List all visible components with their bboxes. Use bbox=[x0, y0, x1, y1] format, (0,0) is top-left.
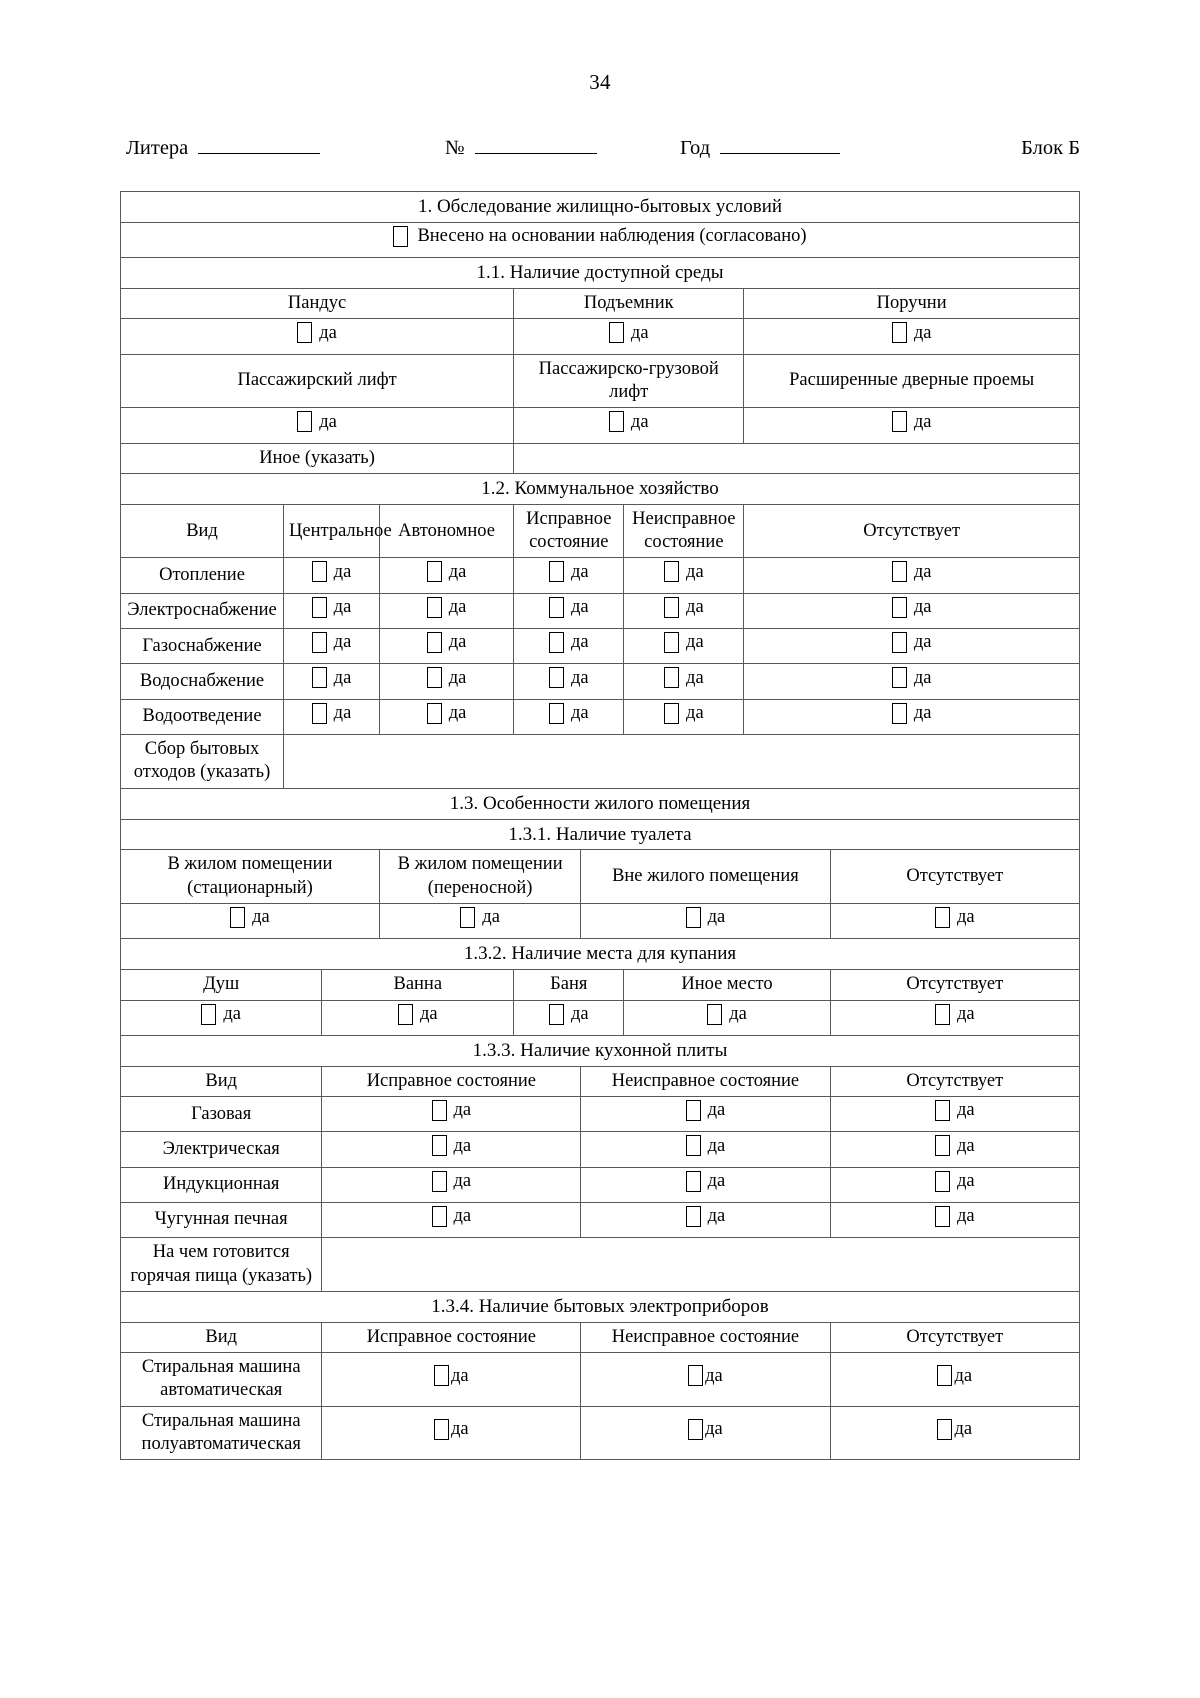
row-label-electricity: Электроснабжение bbox=[121, 593, 284, 628]
yes-label: да bbox=[448, 667, 467, 688]
col-header-broken: Неисправное состояние bbox=[624, 504, 744, 558]
table-row bbox=[121, 192, 1080, 223]
table-row bbox=[121, 1097, 1080, 1132]
table-row bbox=[121, 1035, 1080, 1066]
observation-note-cell bbox=[121, 222, 1080, 257]
heating-autonomous-checkbox[interactable] bbox=[427, 561, 442, 582]
cell-banya-yes bbox=[514, 1000, 624, 1035]
cell-stove-induction-working bbox=[322, 1167, 581, 1202]
col-header-stove-working: Исправное состояние bbox=[322, 1066, 581, 1096]
washer-automatic-absent-checkbox[interactable] bbox=[937, 1365, 952, 1386]
cell-gas-working bbox=[514, 629, 624, 664]
passenger-lift-checkbox[interactable] bbox=[297, 411, 312, 432]
yes-label: да bbox=[630, 411, 649, 432]
cell-gas-broken bbox=[624, 629, 744, 664]
col-header-vid: Вид bbox=[121, 504, 284, 558]
cell-washer-automatic-working bbox=[322, 1353, 581, 1407]
table-row bbox=[121, 1000, 1080, 1035]
yes-label: да bbox=[570, 1003, 589, 1024]
yes-label: да bbox=[956, 907, 975, 928]
form-header-line bbox=[120, 137, 1080, 171]
table-row bbox=[121, 443, 1080, 473]
cell-water-supply-autonomous bbox=[379, 664, 513, 699]
passenger-cargo-lift-checkbox[interactable] bbox=[609, 411, 624, 432]
year-label: Год bbox=[680, 137, 711, 159]
col-header-autonomous: Автономное bbox=[379, 504, 513, 558]
col-header-appliance-working: Исправное состояние bbox=[322, 1322, 581, 1352]
washer-automatic-working-checkbox[interactable] bbox=[434, 1365, 449, 1386]
yes-label: да bbox=[686, 632, 704, 653]
table-row bbox=[121, 1291, 1080, 1322]
cell-stove-gas-broken bbox=[581, 1097, 830, 1132]
header-passenger-lift: Пассажирский лифт bbox=[121, 354, 514, 408]
cell-stove-gas-working bbox=[322, 1097, 581, 1132]
yes-label: да bbox=[419, 1003, 438, 1024]
yes-label: да bbox=[223, 1003, 241, 1024]
yes-label: да bbox=[956, 1206, 975, 1227]
gas-absent-checkbox[interactable] bbox=[892, 632, 907, 653]
yes-label: да bbox=[707, 907, 726, 928]
cell-toilet-indoor-portable-yes bbox=[379, 904, 580, 939]
sewerage-working-checkbox[interactable] bbox=[549, 703, 564, 724]
section-1-3-2-title: 1.3.2. Наличие места для купания bbox=[121, 939, 1080, 970]
cell-wide-doorways-yes bbox=[744, 408, 1080, 443]
electricity-broken-checkbox[interactable] bbox=[664, 597, 679, 618]
table-row bbox=[121, 1322, 1080, 1352]
pandus-checkbox[interactable] bbox=[297, 322, 312, 343]
yes-label: да bbox=[956, 1003, 975, 1024]
litera-input-line[interactable] bbox=[198, 137, 320, 154]
cell-podyemnik-yes bbox=[514, 319, 744, 354]
cell-poruchni-yes bbox=[744, 319, 1080, 354]
yes-label: да bbox=[913, 322, 932, 343]
bathing-absent-checkbox[interactable] bbox=[935, 1004, 950, 1025]
stove-gas-working-checkbox[interactable] bbox=[432, 1100, 447, 1121]
cell-gas-autonomous bbox=[379, 629, 513, 664]
stove-gas-absent-checkbox[interactable] bbox=[935, 1100, 950, 1121]
label-cooking-method: На чем готовится горячая пища (указать) bbox=[121, 1238, 322, 1292]
cell-stove-induction-broken bbox=[581, 1167, 830, 1202]
cell-stove-electric-working bbox=[322, 1132, 581, 1167]
yes-label: да bbox=[570, 632, 589, 653]
section-1-1-title: 1.1. Наличие доступной среды bbox=[121, 258, 1080, 289]
stove-cast-iron-working-checkbox[interactable] bbox=[432, 1206, 447, 1227]
yes-label: да bbox=[448, 632, 467, 653]
yes-label: да bbox=[333, 667, 352, 688]
table-row bbox=[121, 558, 1080, 593]
yes-label: да bbox=[453, 1170, 472, 1191]
cell-stove-cast-iron-absent bbox=[830, 1202, 1079, 1237]
cell-electricity-broken bbox=[624, 593, 744, 628]
cell-shower-yes bbox=[121, 1000, 322, 1035]
section-1-3-3-title: 1.3.3. Наличие кухонной плиты bbox=[121, 1035, 1080, 1066]
cell-stove-induction-absent bbox=[830, 1167, 1079, 1202]
yes-label: да bbox=[570, 597, 589, 618]
table-row bbox=[121, 819, 1080, 850]
cell-water-supply-broken bbox=[624, 664, 744, 699]
section-1-3-4-title: 1.3.4. Наличие бытовых электроприборов bbox=[121, 1291, 1080, 1322]
col-header-appliance-broken: Неисправное состояние bbox=[581, 1322, 830, 1352]
sewerage-absent-checkbox[interactable] bbox=[892, 703, 907, 724]
cell-sewerage-central bbox=[284, 699, 380, 734]
yes-label: да bbox=[630, 322, 649, 343]
yes-label: да bbox=[707, 1170, 726, 1191]
yes-label: да bbox=[570, 702, 589, 723]
stove-induction-absent-checkbox[interactable] bbox=[935, 1171, 950, 1192]
yes-label: да bbox=[570, 667, 589, 688]
table-row bbox=[121, 504, 1080, 558]
header-wide-doorways: Расширенные дверные проемы bbox=[744, 354, 1080, 408]
cell-electricity-central bbox=[284, 593, 380, 628]
toilet-indoor-portable-checkbox[interactable] bbox=[460, 907, 475, 928]
col-header-central: Центральное bbox=[284, 504, 380, 558]
header-toilet-indoor-portable: В жилом помещении (переносной) bbox=[379, 850, 580, 904]
cell-electricity-working bbox=[514, 593, 624, 628]
electricity-central-checkbox[interactable] bbox=[312, 597, 327, 618]
cell-sewerage-working bbox=[514, 699, 624, 734]
col-header-appliance-vid: Вид bbox=[121, 1322, 322, 1352]
table-row bbox=[121, 850, 1080, 904]
cell-heating-autonomous bbox=[379, 558, 513, 593]
cell-water-supply-absent bbox=[744, 664, 1080, 699]
cell-washer-automatic-broken bbox=[581, 1353, 830, 1407]
washer-semiautomatic-absent-checkbox[interactable] bbox=[937, 1419, 952, 1440]
yes-label: да bbox=[319, 322, 337, 343]
table-row bbox=[121, 970, 1080, 1000]
poruchni-checkbox[interactable] bbox=[892, 322, 907, 343]
washer-semiautomatic-working-checkbox[interactable] bbox=[434, 1419, 449, 1440]
table-row bbox=[121, 939, 1080, 970]
toilet-absent-checkbox[interactable] bbox=[935, 907, 950, 928]
table-row bbox=[121, 319, 1080, 354]
heating-working-checkbox[interactable] bbox=[549, 561, 564, 582]
header-pandus: Пандус bbox=[121, 289, 514, 319]
yes-label: да bbox=[333, 632, 352, 653]
yes-label: да bbox=[333, 597, 352, 618]
section-1-3-title: 1.3. Особенности жилого помещения bbox=[121, 788, 1080, 819]
yes-label: да bbox=[913, 667, 932, 688]
cell-sewerage-broken bbox=[624, 699, 744, 734]
stove-electric-working-checkbox[interactable] bbox=[432, 1135, 447, 1156]
other-place-checkbox[interactable] bbox=[707, 1004, 722, 1025]
shower-checkbox[interactable] bbox=[201, 1004, 216, 1025]
yes-label: да bbox=[333, 561, 352, 582]
wide-doorways-checkbox[interactable] bbox=[892, 411, 907, 432]
banya-checkbox[interactable] bbox=[549, 1004, 564, 1025]
toilet-indoor-fixed-checkbox[interactable] bbox=[230, 907, 245, 928]
header-podyemnik: Подъемник bbox=[514, 289, 744, 319]
header-bath: Ванна bbox=[322, 970, 514, 1000]
cell-electricity-absent bbox=[744, 593, 1080, 628]
year-field-group bbox=[680, 137, 840, 160]
yes-label: да bbox=[913, 561, 932, 582]
washer-semiautomatic-broken-checkbox[interactable] bbox=[688, 1419, 703, 1440]
cell-electricity-autonomous bbox=[379, 593, 513, 628]
litera-label: Литера bbox=[126, 137, 189, 159]
cell-toilet-indoor-fixed-yes bbox=[121, 904, 380, 939]
table-row bbox=[121, 473, 1080, 504]
table-row bbox=[121, 1353, 1080, 1407]
yes-label: да bbox=[705, 1365, 723, 1386]
block-label-group bbox=[1021, 137, 1080, 160]
yes-label: да bbox=[453, 1135, 472, 1156]
yes-label: да bbox=[448, 561, 467, 582]
cell-heating-central bbox=[284, 558, 380, 593]
col-header-working: Исправное состояние bbox=[514, 504, 624, 558]
cell-passenger-lift-yes bbox=[121, 408, 514, 443]
cell-stove-electric-absent bbox=[830, 1132, 1079, 1167]
yes-label: да bbox=[319, 411, 337, 432]
number-field-group bbox=[445, 137, 597, 160]
table-row bbox=[121, 788, 1080, 819]
yes-label: да bbox=[956, 1135, 975, 1156]
heating-central-checkbox[interactable] bbox=[312, 561, 327, 582]
yes-label: да bbox=[451, 1419, 469, 1440]
yes-label: да bbox=[482, 907, 500, 928]
cell-washer-automatic-absent bbox=[830, 1353, 1079, 1407]
sewerage-broken-checkbox[interactable] bbox=[664, 703, 679, 724]
table-row bbox=[121, 664, 1080, 699]
water-supply-absent-checkbox[interactable] bbox=[892, 667, 907, 688]
table-row bbox=[121, 1132, 1080, 1167]
col-header-stove-broken: Неисправное состояние bbox=[581, 1066, 830, 1096]
stove-cast-iron-broken-checkbox[interactable] bbox=[686, 1206, 701, 1227]
table-row bbox=[121, 734, 1080, 788]
yes-label: да bbox=[707, 1135, 726, 1156]
table-row bbox=[121, 1167, 1080, 1202]
section-1-3-1-title: 1.3.1. Наличие туалета bbox=[121, 819, 1080, 850]
cell-toilet-absent-yes bbox=[830, 904, 1079, 939]
header-bathing-absent: Отсутствует bbox=[830, 970, 1079, 1000]
row-label-sewerage: Водоотведение bbox=[121, 699, 284, 734]
table-row bbox=[121, 1238, 1080, 1292]
header-toilet-indoor-fixed: В жилом помещении (стационарный) bbox=[121, 850, 380, 904]
gas-central-checkbox[interactable] bbox=[312, 632, 327, 653]
table-row bbox=[121, 222, 1080, 257]
input-waste-collection[interactable] bbox=[284, 734, 1080, 788]
row-label-heating: Отопление bbox=[121, 558, 284, 593]
stove-induction-broken-checkbox[interactable] bbox=[686, 1171, 701, 1192]
year-input-line[interactable] bbox=[720, 137, 840, 154]
stove-induction-working-checkbox[interactable] bbox=[432, 1171, 447, 1192]
cell-washer-semiautomatic-working bbox=[322, 1406, 581, 1460]
cell-heating-broken bbox=[624, 558, 744, 593]
litera-field-group bbox=[126, 137, 320, 160]
cell-gas-absent bbox=[744, 629, 1080, 664]
row-label-stove-electric: Электрическая bbox=[121, 1132, 322, 1167]
gas-working-checkbox[interactable] bbox=[549, 632, 564, 653]
table-row bbox=[121, 1202, 1080, 1237]
water-supply-autonomous-checkbox[interactable] bbox=[427, 667, 442, 688]
cell-stove-electric-broken bbox=[581, 1132, 830, 1167]
yes-label: да bbox=[729, 1003, 747, 1024]
water-supply-working-checkbox[interactable] bbox=[549, 667, 564, 688]
cell-washer-semiautomatic-broken bbox=[581, 1406, 830, 1460]
col-header-appliance-absent: Отсутствует bbox=[830, 1322, 1079, 1352]
table-row bbox=[121, 593, 1080, 628]
podyemnik-checkbox[interactable] bbox=[609, 322, 624, 343]
row-label-gas: Газоснабжение bbox=[121, 629, 284, 664]
row-label-stove-gas: Газовая bbox=[121, 1097, 322, 1132]
form-title: 1. Обследование жилищно-бытовых условий bbox=[121, 192, 1080, 223]
sewerage-central-checkbox[interactable] bbox=[312, 703, 327, 724]
observation-checkbox[interactable] bbox=[393, 226, 408, 247]
table-row bbox=[121, 354, 1080, 408]
table-row bbox=[121, 1406, 1080, 1460]
yes-label: да bbox=[954, 1419, 973, 1440]
label-other-accessibility: Иное (указать) bbox=[121, 443, 514, 473]
stove-cast-iron-absent-checkbox[interactable] bbox=[935, 1206, 950, 1227]
number-input-line[interactable] bbox=[475, 137, 597, 154]
stove-electric-absent-checkbox[interactable] bbox=[935, 1135, 950, 1156]
header-passenger-cargo-lift: Пассажирско-грузовой лифт bbox=[514, 354, 744, 408]
yes-label: да bbox=[453, 1100, 472, 1121]
header-toilet-outdoor: Вне жилого помещения bbox=[581, 850, 830, 904]
table-row bbox=[121, 904, 1080, 939]
observation-note-label: Внесено на основании наблюдения (согласовано) bbox=[417, 226, 807, 247]
row-label-stove-cast-iron: Чугунная печная bbox=[121, 1202, 322, 1237]
row-label-washer-automatic: Стиральная машина автоматическая bbox=[121, 1353, 322, 1407]
header-toilet-absent: Отсутствует bbox=[830, 850, 1079, 904]
heating-absent-checkbox[interactable] bbox=[892, 561, 907, 582]
washer-automatic-broken-checkbox[interactable] bbox=[688, 1365, 703, 1386]
yes-label: да bbox=[686, 561, 704, 582]
heating-broken-checkbox[interactable] bbox=[664, 561, 679, 582]
cell-water-supply-working bbox=[514, 664, 624, 699]
cell-heating-working bbox=[514, 558, 624, 593]
yes-label: да bbox=[705, 1419, 723, 1440]
electricity-autonomous-checkbox[interactable] bbox=[427, 597, 442, 618]
col-header-stove-absent: Отсутствует bbox=[830, 1066, 1079, 1096]
page-number: 34 bbox=[589, 70, 611, 94]
yes-label: да bbox=[252, 907, 270, 928]
yes-label: да bbox=[956, 1100, 975, 1121]
table-row bbox=[121, 699, 1080, 734]
col-header-absent: Отсутствует bbox=[744, 504, 1080, 558]
yes-label: да bbox=[913, 597, 932, 618]
yes-label: да bbox=[686, 597, 704, 618]
number-label: № bbox=[445, 137, 465, 159]
yes-label: да bbox=[686, 667, 704, 688]
yes-label: да bbox=[448, 702, 467, 723]
yes-label: да bbox=[707, 1100, 726, 1121]
col-header-stove-vid: Вид bbox=[121, 1066, 322, 1096]
stove-gas-broken-checkbox[interactable] bbox=[686, 1100, 701, 1121]
header-other-place: Иное место bbox=[624, 970, 830, 1000]
row-label-water-supply: Водоснабжение bbox=[121, 664, 284, 699]
survey-form-table bbox=[120, 191, 1080, 1460]
stove-electric-broken-checkbox[interactable] bbox=[686, 1135, 701, 1156]
yes-label: да bbox=[451, 1365, 469, 1386]
cell-water-supply-central bbox=[284, 664, 380, 699]
electricity-absent-checkbox[interactable] bbox=[892, 597, 907, 618]
toilet-outdoor-checkbox[interactable] bbox=[686, 907, 701, 928]
section-1-2-title: 1.2. Коммунальное хозяйство bbox=[121, 473, 1080, 504]
cell-sewerage-absent bbox=[744, 699, 1080, 734]
cell-stove-cast-iron-broken bbox=[581, 1202, 830, 1237]
cell-passenger-cargo-lift-yes bbox=[514, 408, 744, 443]
yes-label: да bbox=[333, 702, 352, 723]
cell-stove-cast-iron-working bbox=[322, 1202, 581, 1237]
cell-toilet-outdoor-yes bbox=[581, 904, 830, 939]
water-supply-broken-checkbox[interactable] bbox=[664, 667, 679, 688]
yes-label: да bbox=[913, 702, 932, 723]
cell-sewerage-autonomous bbox=[379, 699, 513, 734]
yes-label: да bbox=[570, 561, 589, 582]
cell-other-place-yes bbox=[624, 1000, 830, 1035]
yes-label: да bbox=[453, 1206, 472, 1227]
yes-label: да bbox=[913, 411, 932, 432]
yes-label: да bbox=[707, 1206, 726, 1227]
table-row bbox=[121, 629, 1080, 664]
yes-label: да bbox=[448, 597, 467, 618]
cell-bath-yes bbox=[322, 1000, 514, 1035]
sewerage-autonomous-checkbox[interactable] bbox=[427, 703, 442, 724]
cell-washer-semiautomatic-absent bbox=[830, 1406, 1079, 1460]
table-row bbox=[121, 408, 1080, 443]
bath-checkbox[interactable] bbox=[398, 1004, 413, 1025]
header-shower: Душ bbox=[121, 970, 322, 1000]
row-label-washer-semiautomatic: Стиральная машина полуавтоматическая bbox=[121, 1406, 322, 1460]
cell-bathing-absent-yes bbox=[830, 1000, 1079, 1035]
label-waste-collection: Сбор бытовых отходов (указать) bbox=[121, 734, 284, 788]
cell-stove-gas-absent bbox=[830, 1097, 1079, 1132]
header-poruchni: Поручни bbox=[744, 289, 1080, 319]
table-row bbox=[121, 258, 1080, 289]
input-cooking-method[interactable] bbox=[322, 1238, 1080, 1292]
electricity-working-checkbox[interactable] bbox=[549, 597, 564, 618]
yes-label: да bbox=[913, 632, 932, 653]
table-row bbox=[121, 289, 1080, 319]
gas-broken-checkbox[interactable] bbox=[664, 632, 679, 653]
cell-gas-central bbox=[284, 629, 380, 664]
input-other-accessibility[interactable] bbox=[514, 443, 1080, 473]
water-supply-central-checkbox[interactable] bbox=[312, 667, 327, 688]
yes-label: да bbox=[956, 1170, 975, 1191]
header-banya: Баня bbox=[514, 970, 624, 1000]
block-label: Блок Б bbox=[1021, 137, 1080, 159]
yes-label: да bbox=[686, 702, 704, 723]
cell-heating-absent bbox=[744, 558, 1080, 593]
yes-label: да bbox=[954, 1365, 973, 1386]
row-label-stove-induction: Индукционная bbox=[121, 1167, 322, 1202]
cell-pandus-yes bbox=[121, 319, 514, 354]
gas-autonomous-checkbox[interactable] bbox=[427, 632, 442, 653]
table-row bbox=[121, 1066, 1080, 1096]
